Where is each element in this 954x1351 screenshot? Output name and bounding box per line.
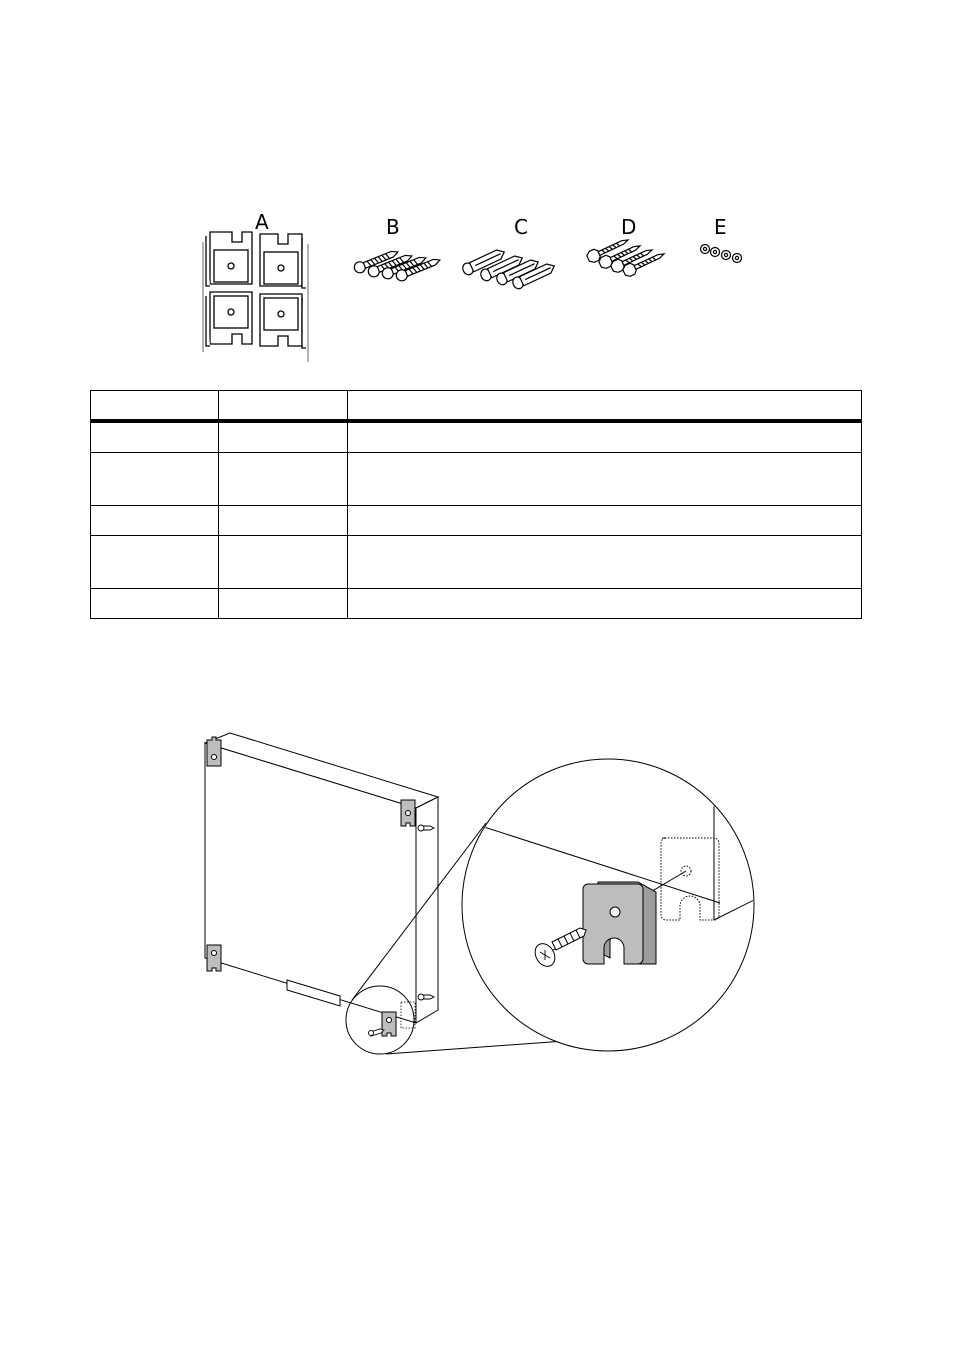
part-label-a: A [255,210,269,234]
part-label-d: D [621,215,637,239]
part-label-e: E [714,215,727,239]
part-label-b: B [386,215,400,239]
part-label-c: C [514,215,528,239]
